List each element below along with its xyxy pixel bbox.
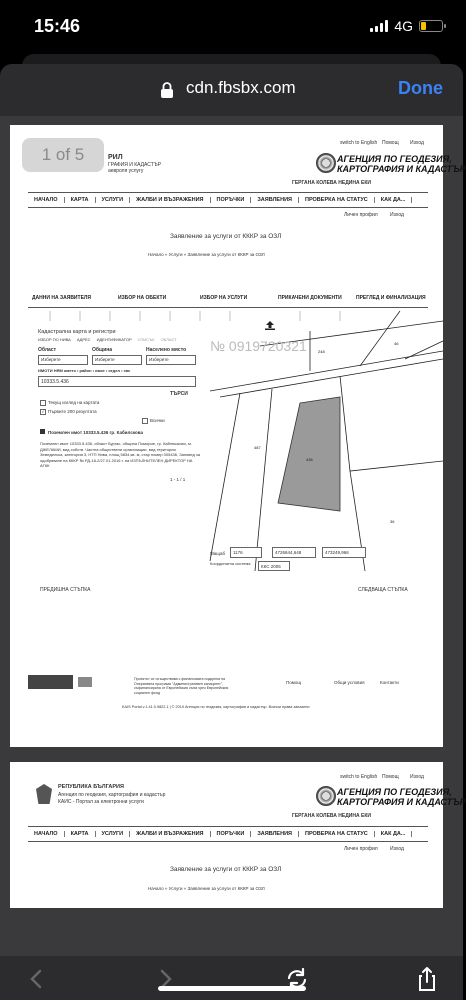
checkbox-label: Всички (150, 418, 165, 423)
checkbox-label: Текущ изглед на картата (48, 400, 100, 405)
coord-y-field[interactable]: 473249,966 (322, 547, 366, 558)
tab-list[interactable]: СПИСЪК (137, 337, 155, 342)
page-counter: 1 of 5 (22, 138, 104, 172)
site-nav (28, 826, 428, 842)
result-title[interactable]: Поземлен имот 10333.5.436 гр. Кабилскова (48, 430, 143, 435)
checkbox[interactable] (142, 418, 148, 424)
help-link[interactable]: Помощ (382, 774, 399, 780)
network-type: 4G (394, 18, 413, 34)
scale-input[interactable]: 1176 (230, 547, 262, 558)
tab-region[interactable]: ОБЛАСТ (160, 337, 177, 342)
next-step-button[interactable]: СЛЕДВАЩА СТЪПКА (358, 587, 408, 593)
nav-item[interactable]: НАЧАЛО (28, 197, 65, 203)
selected-parcel[interactable] (278, 397, 340, 511)
nav-item[interactable]: КАК ДА... (375, 197, 413, 203)
share-icon[interactable] (414, 966, 440, 992)
clock: 15:46 (34, 16, 81, 36)
exit-link[interactable]: Изход (390, 846, 404, 852)
identifier-input[interactable]: 10333.5.436 (38, 376, 196, 387)
obshtina-select[interactable]: Изберете (92, 355, 142, 365)
back-icon[interactable] (24, 966, 50, 992)
field-label: Област (38, 347, 57, 353)
nav-item[interactable]: НАЧАЛО (28, 831, 65, 837)
footer-contacts-link[interactable]: Контакти (380, 680, 399, 685)
oblast-select[interactable]: Изберете (38, 355, 88, 365)
agency-name: АГЕНЦИЯ ПО ГЕОДЕЗИЯ, (337, 787, 452, 797)
parcel-label: 436 (306, 457, 313, 462)
signal-icon (370, 20, 388, 32)
nav-item[interactable]: УСЛУГИ (96, 197, 131, 203)
agency-name: АГЕНЦИЯ ПО ГЕОДЕЗИЯ, (337, 154, 452, 164)
tab-identifier[interactable]: ИДЕНТИФИКАТОР (96, 337, 132, 342)
page-heading: Заявление за услуги от КККР за ОЗЛ (170, 233, 282, 240)
parcel-label: 46 (394, 341, 399, 346)
checkbox-checked[interactable]: ✓ (41, 409, 45, 414)
header-text: ГРАФИЯ И КАДАСТЪР (108, 162, 162, 168)
nav-item[interactable]: УСЛУГИ (96, 831, 131, 837)
result-description: Поземлен имот 10333.5.436, област Бургас, община Поморие, гр. Каблешково, м. ДЖЕЛАМИ, вид собств. Частна обществени организации, вид територия Земеделска, категория 3, НТП Нива, площ 5834 кв. м, стар номер 005436, Заповед за одобряване на КККР № РД-18-2/27.01.2016 г. на ИЗПЪЛНИТЕЛЕН ДИРЕКТОР НА АГКК (40, 441, 200, 468)
eu-logo-icon (28, 675, 73, 689)
nav-item[interactable]: КАРТА (65, 197, 96, 203)
nav-item[interactable]: КАРТА (65, 831, 96, 837)
profile-link[interactable]: Личен профил (344, 212, 378, 218)
step-label: ИЗБОР НА УСЛУГИ (200, 295, 248, 301)
agency-small: Агенция по геодезия, картография и кадастър (58, 792, 166, 798)
home-indicator[interactable] (158, 986, 306, 991)
tab-address[interactable]: АДРЕС (76, 337, 91, 342)
nav-item[interactable]: ПОРЪЧКИ (211, 831, 252, 837)
lock-icon (160, 82, 174, 98)
coord-system-label: Координатна система (210, 561, 251, 566)
switch-language-link[interactable]: switch to English (340, 140, 378, 146)
exit-link[interactable]: Изход (410, 140, 424, 146)
footer-terms-link[interactable]: Общи условия (334, 680, 365, 685)
parcel-label: 248 (318, 349, 325, 354)
breadcrumb: Начало » Услуги » Заявление за услуги от КККР за ОЗЛ (148, 252, 265, 257)
user-name: ГЕРГАНА КОЛЕВА НЕДИНА ЕКИ (292, 180, 371, 186)
copyright: KAIS Portal v.1.41.0.9822.1 | © 2019 Агенция по геодезия, картография и кадастър. Всички права запазени (122, 705, 310, 709)
page-heading: Заявление за услуги от КККР за ОЗЛ (170, 866, 282, 873)
pdf-page-2 (10, 762, 466, 908)
field-label: Община (92, 347, 113, 353)
exit-link[interactable]: Изход (410, 774, 424, 780)
done-button[interactable]: Done (398, 78, 443, 98)
search-button[interactable]: ТЪРСИ (170, 391, 188, 397)
tab-levels[interactable]: ИЗБОР ПО НИВА (38, 337, 71, 342)
nav-item[interactable]: ЖАЛБИ И ВЪЗРАЖЕНИЯ (130, 197, 210, 203)
footer-help-link[interactable]: Помощ (286, 680, 302, 685)
step-label: ИЗБОР НА ОБЕКТИ (118, 295, 167, 301)
parcel-label: 36 (390, 519, 395, 524)
coat-of-arms-icon (36, 784, 52, 804)
naseleno-select[interactable]: Изберете (146, 355, 196, 365)
breadcrumb: Начало » Услуги » Заявление за услуги от КККР за ОЗЛ (148, 886, 265, 891)
search-tabs (38, 337, 177, 342)
nav-item[interactable]: ПОРЪЧКИ (211, 197, 252, 203)
agency-name: КАРТОГРАФИЯ И КАДАСТЪР (337, 164, 466, 174)
nav-item[interactable]: ЗАЯВЛЕНИЯ (251, 197, 299, 203)
agency-name: КАРТОГРАФИЯ И КАДАСТЪР (337, 797, 466, 807)
status-bar (0, 0, 463, 58)
watermark: № 0919720321 (210, 338, 307, 354)
step-label: ДАННИ НА ЗАЯВИТЕЛЯ (32, 295, 92, 301)
divider (28, 307, 428, 308)
help-link[interactable]: Помощ (382, 140, 399, 146)
nav-item[interactable]: ПРОВЕРКА НА СТАТУС (299, 831, 375, 837)
prev-step-button[interactable]: ПРЕДИШНА СТЪПКА (40, 587, 91, 593)
nav-item[interactable]: ЖАЛБИ И ВЪЗРАЖЕНИЯ (130, 831, 210, 837)
checkbox[interactable] (40, 400, 46, 406)
programme-logo-icon (78, 677, 92, 687)
battery-icon (419, 20, 443, 32)
document-sheet (0, 64, 466, 1000)
coord-system-select[interactable]: ККС 2005 (258, 561, 290, 571)
coord-x-field[interactable]: 4726644,648 (272, 547, 316, 558)
result-icon (40, 429, 45, 434)
map-label: Кадастрална карта и регистри (38, 329, 116, 335)
republic-name: РЕПУБЛИКА БЪЛГАРИЯ (58, 784, 124, 790)
nav-item[interactable]: ПРОВЕРКА НА СТАТУС (299, 197, 375, 203)
upload-icon[interactable] (265, 321, 275, 330)
nav-item[interactable]: ЗАЯВЛЕНИЯ (251, 831, 299, 837)
pdf-viewer[interactable] (0, 116, 466, 956)
site-nav (28, 192, 428, 208)
switch-language-link[interactable]: switch to English (340, 774, 378, 780)
parcel-label: 487 (254, 445, 261, 450)
field-label: Населено място (146, 347, 187, 353)
footer-project-note: Проектът се осъществява с финансовата подкрепа на Оперативна програма "Административен капацитет", съфинансирана от Европейския съюз чрез Европейския социален фонд (134, 677, 229, 695)
url-bar (0, 64, 463, 116)
pdf-page-1 (10, 125, 466, 747)
pager: 1 - 1 / 1 (170, 477, 186, 482)
bottom-toolbar (0, 956, 463, 1000)
url-text: cdn.fbsbx.com (186, 78, 296, 97)
portal-name: КАИС - Портал за електронни услуги (58, 799, 144, 805)
nav-item[interactable]: КАК ДА... (375, 831, 413, 837)
header-text: РИЛ (108, 154, 123, 161)
step-label: ПРЕГЛЕД И ФИНАЛИЗАЦИЯ (356, 295, 426, 301)
step-label: ПРИКАЧЕНИ ДОКУМЕНТИ (278, 295, 342, 301)
user-name: ГЕРГАНА КОЛЕВА НЕДИНА ЕКИ (292, 813, 371, 819)
profile-link[interactable]: Личен профил (344, 846, 378, 852)
agency-logo-icon (316, 786, 336, 806)
header-text: аевроля услугу (108, 168, 144, 174)
scale-label: Мащаб (210, 551, 226, 556)
status-icons (370, 18, 443, 34)
checkbox-label: Първите 200 резултата (48, 409, 97, 414)
exit-link[interactable]: Изход (390, 212, 404, 218)
agency-logo-icon (316, 153, 336, 173)
field-label: ИМОТИ НЯМ името • район • имот • отдел • хас (38, 368, 131, 373)
